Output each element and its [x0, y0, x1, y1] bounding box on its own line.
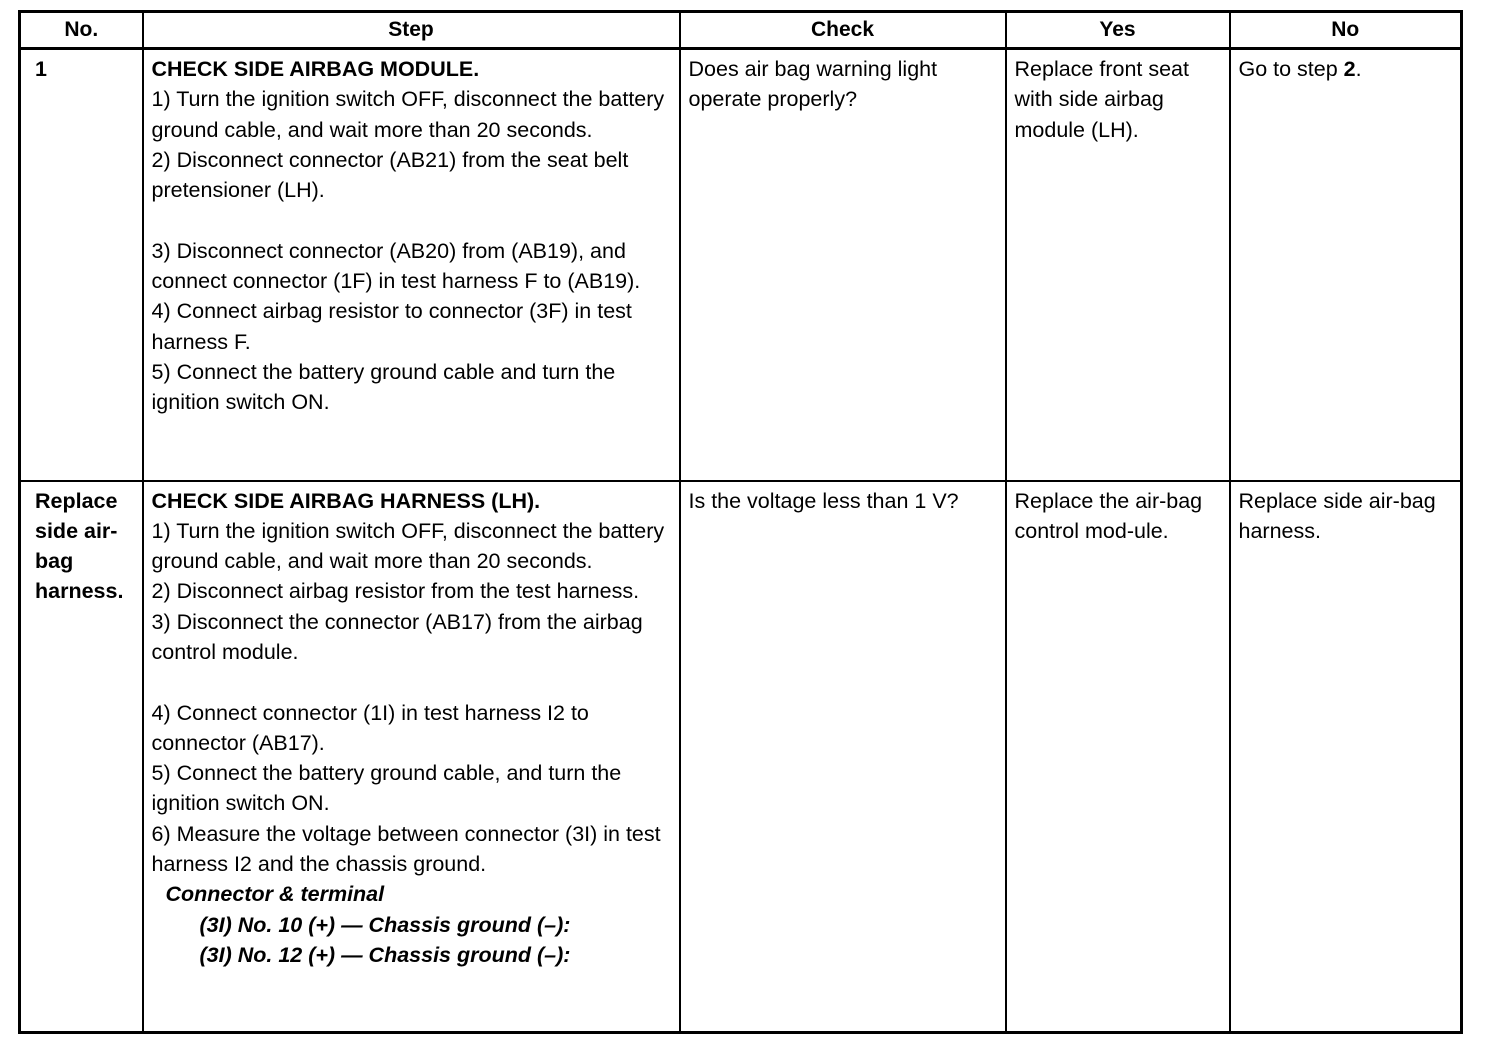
yes-cell: Replace front seat with side airbag module (LH).: [1006, 49, 1230, 481]
step-item: 1) Turn the ignition switch OFF, disconnect the battery ground cable, and wait more than 20 seconds.: [151, 87, 665, 142]
check-cell: Is the voltage less than 1 V?: [680, 481, 1006, 1033]
no-cell-step-ref: 2: [1343, 57, 1356, 81]
diagnostic-table-page: [18, 10, 1460, 1034]
step-item: 2) Disconnect connector (AB21) from the seat belt pretensioner (LH).: [151, 147, 629, 203]
header-check: Check: [680, 12, 1006, 49]
header-step: Step: [143, 12, 680, 49]
step-cell: [143, 49, 680, 481]
table-header-row: [20, 12, 1462, 49]
connector-terminal-item: (3I) No. 12 (+) — Chassis ground (–):: [199, 942, 571, 967]
connector-terminal-item: (3I) No. 10 (+) — Chassis ground (–):: [199, 912, 571, 937]
step-item: 5) Connect the battery ground cable, and turn the ignition switch ON.: [151, 761, 622, 816]
table-row: [20, 481, 1462, 1033]
diagnostic-table: [18, 10, 1463, 1034]
table-row: [20, 49, 1462, 481]
step-cell: [143, 481, 680, 1033]
step-item: 3) Disconnect connector (AB20) from (AB19), and connect connector (1F) in test harness F to (AB19).: [151, 238, 641, 294]
no-cell: Replace side air-bag harness.: [1230, 481, 1462, 1033]
connector-terminal-title: Connector & terminal: [165, 882, 385, 907]
no-cell: [1230, 49, 1462, 481]
check-cell: Does air bag warning light operate properly?: [680, 49, 1006, 481]
row-number: Replace side air-bag harness.: [20, 481, 143, 1033]
step-title: CHECK SIDE AIRBAG MODULE.: [151, 57, 480, 81]
step-item: 4) Connect airbag resistor to connector (3F) in test harness F.: [151, 299, 632, 354]
header-no: No.: [20, 12, 143, 49]
step-item: 4) Connect connector (1I) in test harness I2 to connector (AB17).: [151, 700, 589, 755]
row-number: 1: [20, 49, 143, 481]
spacer: [152, 667, 671, 697]
spacer: [152, 205, 671, 235]
step-item: 2) Disconnect airbag resistor from the test harness.: [151, 579, 640, 604]
step-item: 3) Disconnect the connector (AB17) from the airbag control module.: [151, 609, 643, 664]
step-item: 5) Connect the battery ground cable and turn the ignition switch ON.: [151, 359, 616, 415]
step-title: CHECK SIDE AIRBAG HARNESS (LH).: [151, 488, 541, 513]
header-no-column: No: [1230, 12, 1462, 49]
yes-cell: Replace the air-bag control mod-ule.: [1006, 481, 1230, 1033]
no-cell-prefix: Go to step: [1238, 57, 1344, 81]
header-yes: Yes: [1006, 12, 1230, 49]
step-item: 6) Measure the voltage between connector (3I) in test harness I2 and the chassis ground.: [151, 821, 661, 877]
step-item: 1) Turn the ignition switch OFF, disconnect the battery ground cable, and wait more than 20 seconds.: [151, 518, 665, 574]
no-cell-suffix: .: [1355, 57, 1362, 81]
